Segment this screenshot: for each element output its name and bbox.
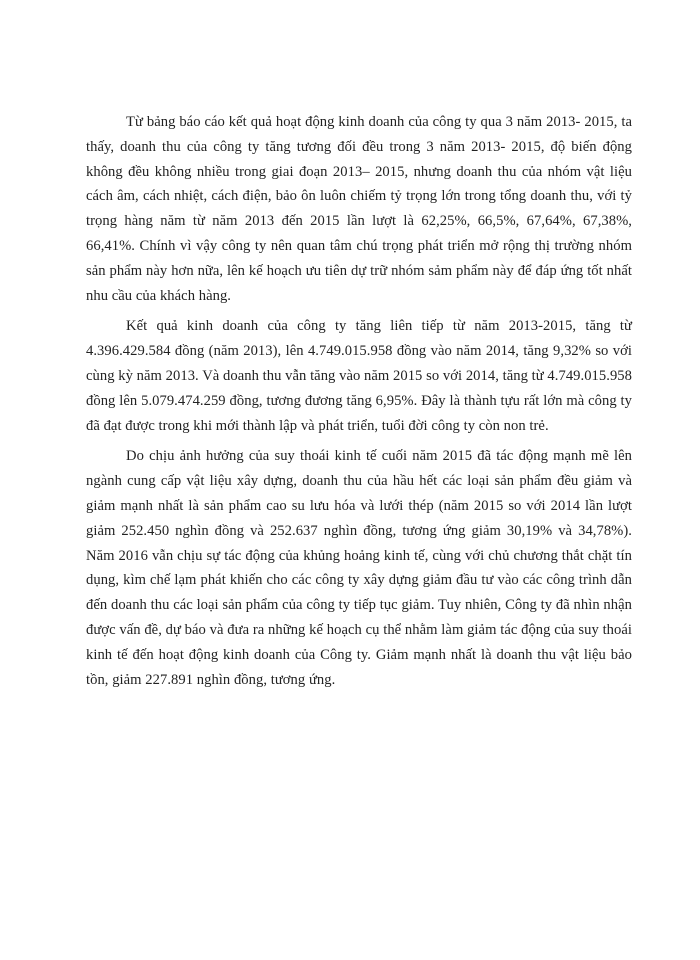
paragraph-3: Do chịu ảnh hưởng của suy thoái kinh tế cuối năm 2015 đã tác động mạnh mẽ lên ngành cung cấp vật liệu xây dựng, doanh thu của hầu hết các loại sản phẩm đều giảm và giảm mạnh nhất là sản phẩm cao su lưu hóa và lưới thép (năm 2015 so với 2014 lần lượt giảm 252.450 nghìn đồng và 252.637 nghìn đồng, tương ứng giảm 30,19% và 34,78%). Năm 2016 vẫn chịu sự tác động của khủng hoảng kinh tế, cùng với chủ chương thắt chặt tín dụng, kìm chế lạm phát khiến cho các công ty xây dựng giảm đầu tư vào các công trình dẫn đến doanh thu các loại sản phẩm của công ty tiếp tục giảm. Tuy nhiên, Công ty đã nhìn nhận được vấn đề, dự báo và đưa ra những kế hoạch cụ thể nhằm làm giảm tác động của suy thoái kinh tế đến hoạt động kinh doanh của Công ty. Giảm mạnh nhất là doanh thu vật liệu bảo tồn, giảm 227.891 nghìn đồng, tương ứng. [86,448,632,688]
paragraph-2: Kết quả kinh doanh của công ty tăng liên tiếp từ năm 2013-2015, tăng từ 4.396.429.584 đồng (năm 2013), lên 4.749.015.958 đồng vào năm 2014, tăng 9,32% so với cùng kỳ năm 2013. Và doanh thu vẫn tăng vào năm 2015 so với 2014, tăng từ 4.749.015.958 đồng lên 5.079.474.259 đồng, tương đương tăng 6,95%. Đây là thành tựu rất lớn mà công ty đã đạt được trong khi mới thành lập và phát triển, tuổi đời công ty còn non trẻ. [86,318,632,434]
paragraph-1: Từ bảng báo cáo kết quả hoạt động kinh doanh của công ty qua 3 năm 2013- 2015, ta thấy, doanh thu của công ty tăng tương đối đều trong 3 năm 2013- 2015, độ biến động không đều không nhiều trong giai đoạn 2013– 2015, nhưng doanh thu của nhóm vật liệu cách âm, cách nhiệt, cách điện, bảo ôn luôn chiếm tỷ trọng lớn trong tổng doanh thu, với tỷ trọng hàng năm từ năm 2013 đến 2015 lần lượt là 62,25%, 66,5%, 67,64%, 67,38%, 66,41%. Chính vì vậy công ty nên quan tâm chú trọng phát triển mở rộng thị trường nhóm sản phẩm này hơn nữa, lên kế hoạch ưu tiên dự trữ nhóm sảm phẩm này để đáp ứng tốt nhất nhu cầu của khách hàng. [86,114,632,304]
document-body [86,110,632,698]
